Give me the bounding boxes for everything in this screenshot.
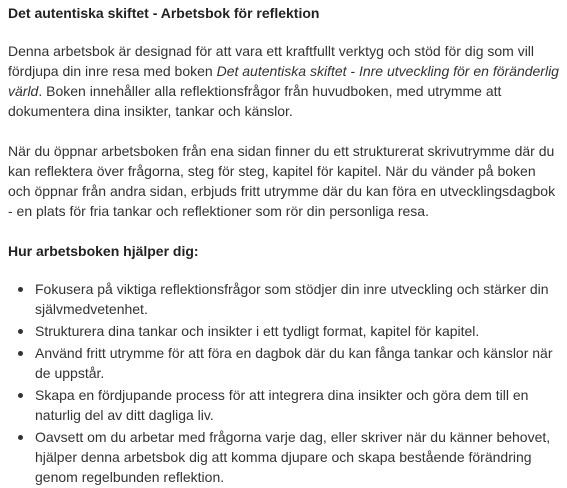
intro-paragraph — [8, 41, 559, 121]
section-heading: Hur arbetsboken hjälper dig: — [8, 243, 199, 259]
intro-text-part1: Denna arbetsbok är designad för att vara ett kraftfullt verktyg och stöd för dig som vill fördjupa din inre resa med boken — [8, 43, 535, 79]
intro-text-part2: . Boken innehåller alla reflektionsfrågor från huvudboken, med utrymme att dokumentera dina insikter, tankar och känslor. — [8, 83, 502, 119]
workbook-description-paragraph: När du öppnar arbetsboken från ena sidan finner du ett strukturerat skrivutrymme där du kan reflektera över frågorna, steg för steg, kapitel för kapitel. När du vänder på boken och öppnar från andra sidan, erbjuds fritt utrymme där du kan föra en utvecklingsdagbok - en plats för fria tankar och reflektioner som rör din personliga resa. — [8, 143, 556, 219]
book-title: Det autentiska skiftet - Inre utveckling för en föränderlig värld — [8, 63, 559, 99]
benefits-list — [8, 279, 559, 487]
list-item: Fokusera på viktiga reflektionsfrågor som stödjer din inre utveckling och stärker din självmedvetenhet. — [35, 279, 559, 319]
list-item: Använd fritt utrymme för att föra en dagbok där du kan fånga tankar och känslor när de uppstår. — [35, 343, 559, 383]
list-item: Oavsett om du arbetar med frågorna varje dag, eller skriver när du känner behovet, hjälper denna arbetsbok dig att komma djupare och skapa bestående förändring genom regelbunden reflektion. — [35, 427, 559, 487]
list-item: Strukturera dina tankar och insikter i ett tydligt format, kapitel för kapitel. — [35, 321, 559, 341]
document-title: Det autentiska skiftet - Arbetsbok för reflektion — [8, 5, 320, 21]
list-item: Skapa en fördjupande process för att integrera dina insikter och göra dem till en naturlig del av ditt dagliga liv. — [35, 385, 559, 425]
